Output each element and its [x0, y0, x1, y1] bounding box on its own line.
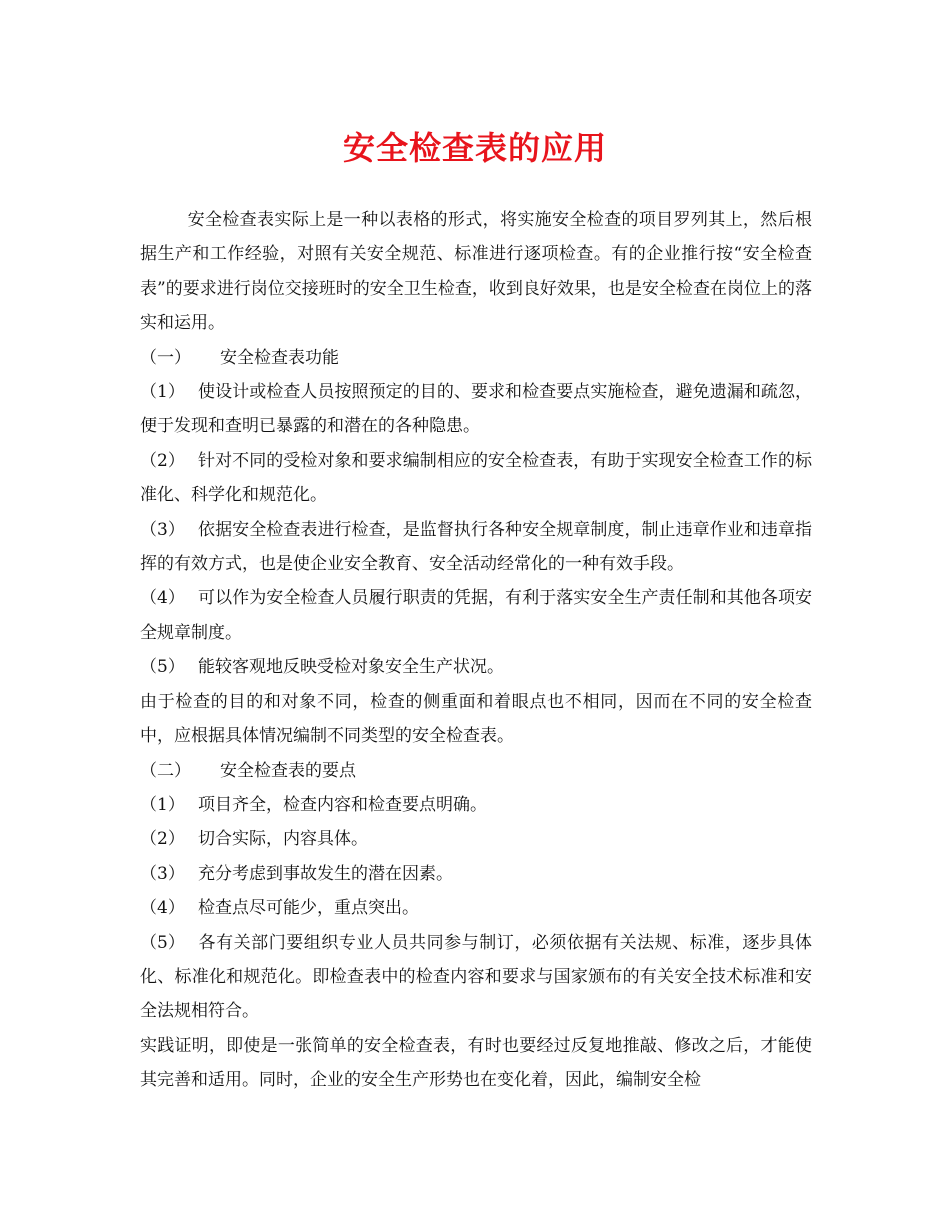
list-item-number: （1）	[140, 382, 185, 403]
list-item-number: （2）	[140, 829, 185, 850]
list-item-number: （4）	[140, 588, 185, 609]
document-body	[140, 203, 812, 1098]
list-item-text: 各有关部门要组织专业人员共同参与制订，必须依据有关法规、标准，逐步具体化、标准化和规范化。即检查表中的检查内容和要求与国家颁布的有关安全技术标准和安全法规相符合。	[140, 932, 812, 1022]
list-item-number: （5）	[140, 657, 185, 678]
section-number: （二）	[140, 760, 191, 781]
middle-paragraph: 由于检查的目的和对象不同，检查的侧重面和着眼点也不相同，因而在不同的安全检查中，应根据具体情况编制不同类型的安全检查表。	[140, 691, 812, 747]
section-number: （一）	[140, 347, 191, 368]
section-heading-text: 安全检查表功能	[220, 347, 339, 368]
list-item-text: 切合实际，内容具体。	[198, 829, 368, 850]
list-item-text: 检查点尽可能少，重点突出。	[198, 898, 419, 919]
list-item	[140, 891, 812, 925]
list-item-text: 依据安全检查表进行检查，是监督执行各种安全规章制度，制止违章作业和违章指挥的有效方式，也是使企业安全教育、安全活动经常化的一种有效手段。	[140, 519, 812, 575]
list-item	[140, 857, 812, 891]
list-item-text: 能较客观地反映受检对象安全生产状况。	[198, 657, 504, 678]
intro-paragraph: 安全检查表实际上是一种以表格的形式，将实施安全检查的项目罗列其上，然后根据生产和工作经验，对照有关安全规范、标准进行逐项检查。有的企业推行按“安全检查表”的要求进行岗位交接班时的安全卫生检查，收到良好效果，也是安全检查在岗位上的落实和运用。	[140, 210, 812, 334]
list-item	[140, 788, 812, 822]
list-item	[140, 650, 812, 684]
list-item	[140, 513, 812, 582]
section-heading-text: 安全检查表的要点	[220, 760, 356, 781]
section-heading	[140, 341, 812, 375]
list-item-text: 使设计或检查人员按照预定的目的、要求和检查要点实施检查，避免遗漏和疏忽，便于发现和查明已暴露的和潜在的各种隐患。	[140, 382, 812, 437]
section-heading	[140, 754, 812, 788]
list-item-number: （3）	[140, 519, 185, 540]
list-item-number: （4）	[140, 898, 185, 919]
list-item-text: 可以作为安全检查人员履行职责的凭据，有利于落实安全生产责任制和其他各项安全规章制度。	[140, 588, 812, 643]
list-item	[140, 581, 812, 650]
list-item-text: 针对不同的受检对象和要求编制相应的安全检查表，有助于实现安全检查工作的标准化、科学化和规范化。	[140, 450, 812, 506]
list-item	[140, 375, 812, 444]
list-item	[140, 444, 812, 513]
list-item-text: 项目齐全，检查内容和检查要点明确。	[198, 794, 487, 815]
list-item-number: （1）	[140, 794, 185, 815]
list-item-number: （2）	[140, 450, 185, 471]
document-title: 安全检查表的应用	[342, 129, 607, 167]
list-item-number: （3）	[140, 863, 185, 884]
list-item	[140, 926, 812, 1029]
list-item	[140, 822, 812, 856]
closing-paragraph: 实践证明，即使是一张简单的安全检查表，有时也要经过反复地推敲、修改之后，才能使其完善和适用。同时，企业的安全生产形势也在变化着，因此，编制安全检	[140, 1035, 812, 1091]
list-item-number: （5）	[140, 932, 185, 953]
list-item-text: 充分考虑到事故发生的潜在因素。	[198, 863, 453, 884]
